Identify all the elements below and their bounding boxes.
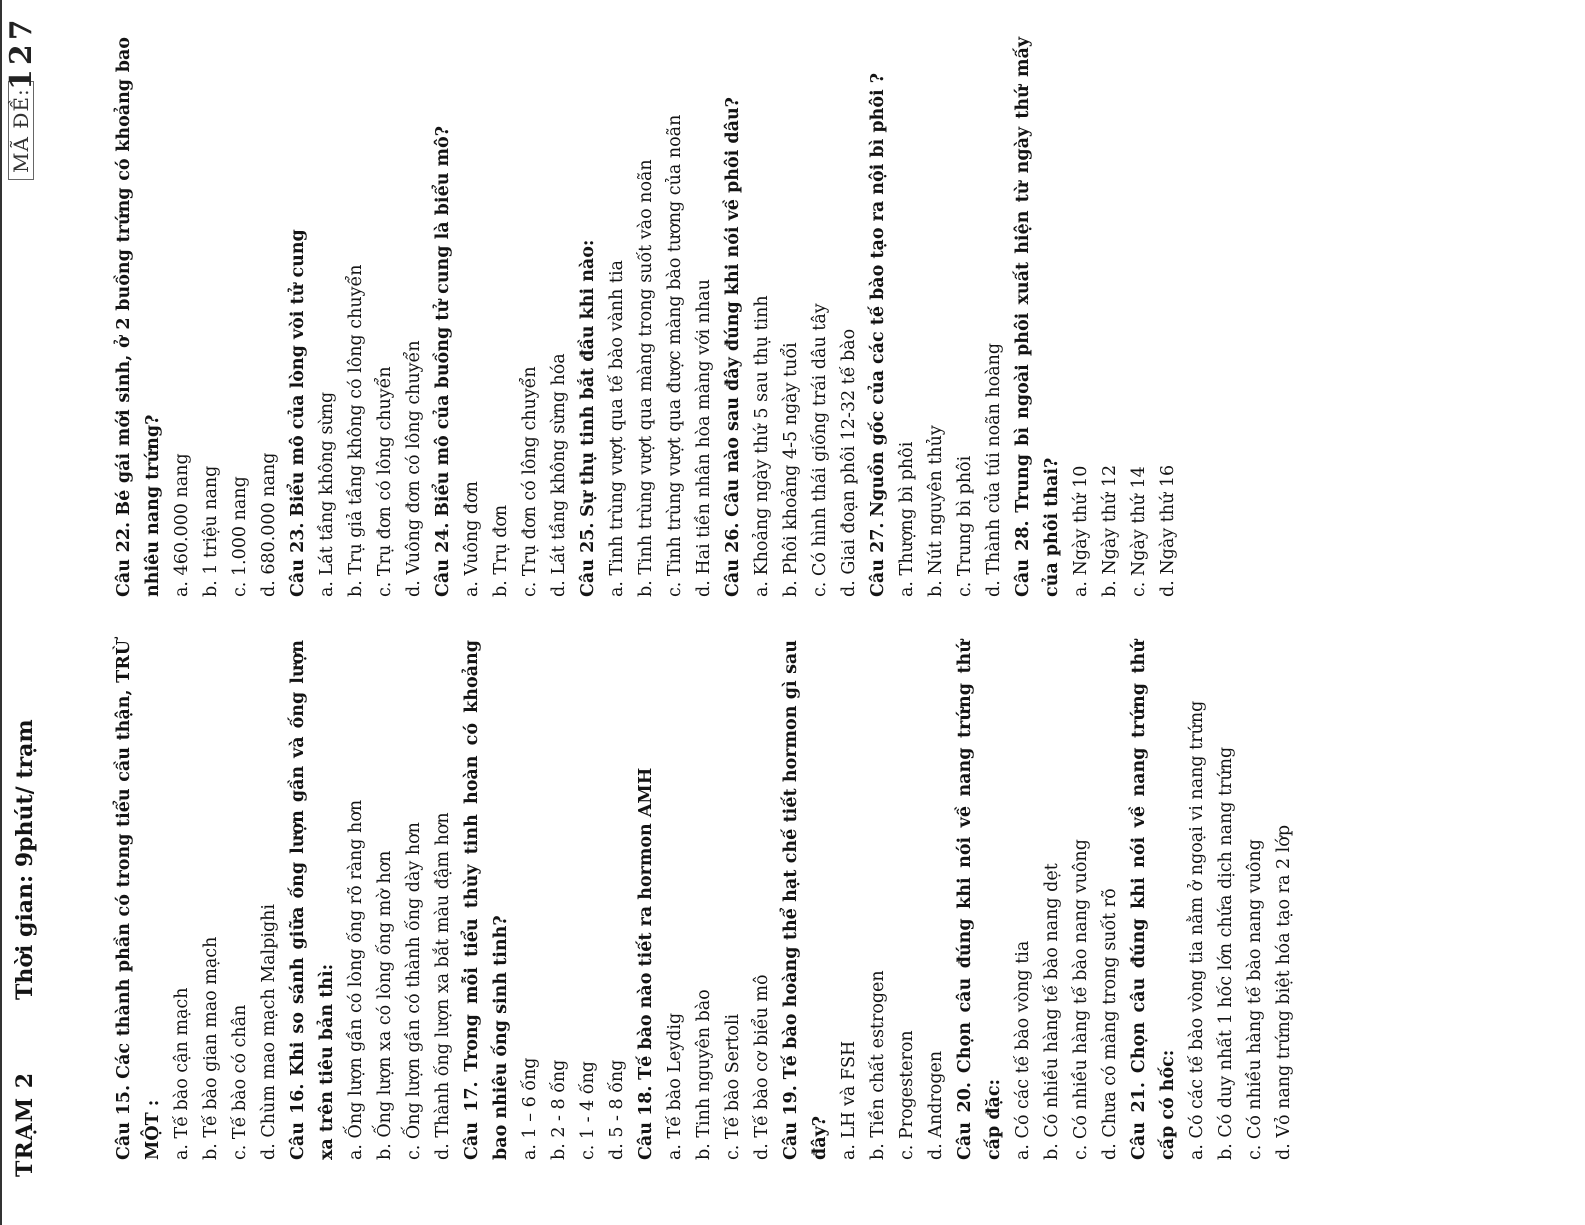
option-c: c. Trụ đơn có lông chuyển [375,366,395,597]
option-d: d. Lát tầng không sừng hóa [549,353,569,597]
question-number: Câu 26. [723,522,743,597]
option-a: a. Có các tế bào vòng tia nằm ở ngoại vi nang trứng [1187,700,1207,1160]
option-c: c. Ngày thứ 14 [1129,466,1149,597]
page-edge-line [0,0,2,1225]
option-a: a. 460.000 nang [172,453,192,597]
option-c: c. Ống lượn gần có thành ống dày hơn [404,822,424,1160]
question-number: Câu 28. [1013,520,1033,597]
option-c: c. Trụ đơn có lông chuyển [520,366,540,597]
option-a: a. Có các tế bào vòng tia [1013,940,1033,1160]
option-b: b. Phôi khoảng 4-5 ngày tuổi [781,342,801,597]
option-c: c. Progesteron [897,1030,917,1160]
option-b: b. Tế bào gian mao mạch [201,936,221,1160]
question-19 [777,640,951,1160]
option-a: a. Thượng bì phôi [897,441,917,597]
option-a: a. Lát tầng không sừng [317,391,337,597]
question-text: Khi so sánh giữa ống lượn gần và ống lượn xa trên tiêu bản thì: [288,640,337,1160]
question-number: Câu 19. [781,1085,801,1160]
question-text: Tế bào hoàng thể hạt chế tiết hormon gì sau đây? [781,640,830,1160]
option-c: c. 1 - 4 ống [578,1061,598,1160]
question-text: Tế bào nào tiết ra hormon AMH [636,767,656,1080]
option-d: d. Chùm mao mạch Malpighi [259,903,279,1160]
option-a: a. Tế bào Leydig [665,1012,685,1160]
option-b: b. Tiền chất estrogen [868,970,888,1160]
question-21 [1125,640,1299,1160]
option-a: a. Ngày thứ 10 [1071,465,1091,597]
question-28 [1009,37,1183,597]
exam-code-number: 127 [4,15,39,90]
option-b: b. Có duy nhất 1 hốc lớn chứa dịch nang trứng [1216,746,1236,1160]
question-text: Chọn câu đúng khi nói về nang trứng thứ cấp có hốc: [1129,640,1178,1160]
question-number: Câu 16. [288,1083,308,1160]
question-number: Câu 18. [636,1085,656,1160]
question-text: Biểu mô của buồng tử cung là biểu mô? [433,126,453,517]
option-c: c. Tế bào có chân [230,1004,250,1160]
option-d: d. Giai đoạn phôi 12-32 tế bào [839,328,859,597]
option-c: c. Có nhiều hàng tế bào nang vuông [1071,839,1091,1160]
option-d: d. Ngày thứ 16 [1158,464,1178,597]
question-text: Nguồn gốc của các tế bào tạo ra nội bì phôi ? [868,73,888,517]
option-b: b. 1 triệu nang [201,465,221,597]
question-18 [632,640,777,1160]
question-24 [429,37,574,597]
option-a: a. LH và FSH [839,1040,859,1160]
option-d: d. Thành của túi noãn hoàng [984,342,1004,597]
question-number: Câu 20. [955,1082,975,1160]
question-number: Câu 23. [288,522,308,597]
question-text: Các thành phần có trong tiểu cầu thận, TRỪ MỘT : [114,640,163,1160]
option-a: a. Ống lượn gần có lòng ống rõ ràng hơn [346,799,366,1160]
option-a: a. Vuông đơn [462,481,482,597]
question-number: Câu 22. [114,521,134,597]
option-b: b. Ống lượn xa có lòng ống mờ hơn [375,850,395,1160]
exam-header [4,15,48,1215]
option-d: d. Androgen [926,1050,946,1160]
option-d: d. 680.000 nang [259,452,279,597]
question-text: Sự thụ tinh bắt đầu khi nào: [578,239,598,517]
question-20 [951,640,1125,1160]
option-b: b. Ngày thứ 12 [1100,464,1120,597]
option-a: a. Tinh trùng vượt qua tế bào vành tia [607,260,627,597]
question-number: Câu 25. [578,522,598,597]
option-b: b. Trụ đơn [491,504,511,597]
option-d: d. Tế bào cơ biểu mô [752,974,772,1160]
station-label: TRẠM 2 [12,1071,38,1177]
option-d: d. Hai tiền nhân hòa màng với nhau [694,279,714,597]
option-c: c. Có nhiều hàng tế bào nang vuông [1245,839,1265,1160]
option-c: c. Tinh trùng vượt qua được màng bào tương của noãn [665,114,685,597]
option-b: b. 2 - 8 ống [549,1059,569,1160]
question-26 [719,37,864,597]
option-d: d. Vuông đơn có lông chuyển [404,340,424,597]
option-b: b. Nút nguyên thủy [926,425,946,597]
option-c: c. 1.000 nang [230,476,250,597]
question-23 [284,37,429,597]
question-text: Trong mỗi tiểu thùy tinh hoàn có khoảng bao nhiêu ống sinh tinh? [462,640,511,1160]
question-16 [284,640,458,1160]
question-number: Câu 24. [433,522,453,597]
question-text: Biểu mô của lòng vòi tử cung [288,229,308,517]
question-text: Bé gái mới sinh, ở 2 buồng trứng có khoảng bao nhiêu nang trứng? [114,37,163,597]
time-info: Thời gian: 9phút/ trạm [12,719,38,1000]
option-c: c. Có hình thái giống trái dâu tây [810,303,830,597]
option-b: b. Có nhiều hàng tế bào nang dẹt [1042,863,1062,1160]
option-c: c. Tế bào Sertoli [723,1013,743,1160]
question-15 [110,640,284,1160]
option-a: a. Tế bào cận mạch [172,987,192,1160]
question-number: Câu 15. [114,1084,134,1160]
question-22 [110,37,284,597]
option-d: d. 5 - 8 ống [607,1059,627,1160]
option-a: a. 1 – 6 ống [520,1057,540,1160]
question-text: Câu nào sau đây đúng khi nói về phôi dâu? [723,97,743,517]
option-c: c. Trung bì phôi [955,455,975,597]
option-d: d. Thành ống lượn xa bắt màu đậm hơn [433,812,453,1160]
exam-code-stamp: MÃ ĐỀ: [8,81,34,180]
question-column-left [110,640,1299,1160]
option-d: d. Vỏ nang trứng biệt hóa tạo ra 2 lớp [1274,824,1294,1160]
question-text: Trung bì ngoài phôi xuất hiện từ ngày thứ mấy của phôi thai? [1013,37,1062,597]
question-number: Câu 21. [1129,1082,1149,1160]
question-27 [864,37,1009,597]
option-b: b. Tinh trùng vượt qua màng trong suốt vào noãn [636,159,656,597]
question-17 [458,640,632,1160]
option-d: d. Chưa có màng trong suốt rõ [1100,888,1120,1160]
option-a: a. Khoảng ngày thứ 5 sau thụ tinh [752,295,772,597]
option-b: b. Trụ giả tầng không có lông chuyển [346,264,366,597]
question-25 [574,37,719,597]
question-column-right [110,37,1183,597]
question-number: Câu 27. [868,522,888,597]
option-b: b. Tinh nguyên bào [694,989,714,1160]
question-number: Câu 17. [462,1081,482,1160]
question-text: Chọn câu đúng khi nói về nang trứng thứ cấp đặc: [955,640,1004,1160]
